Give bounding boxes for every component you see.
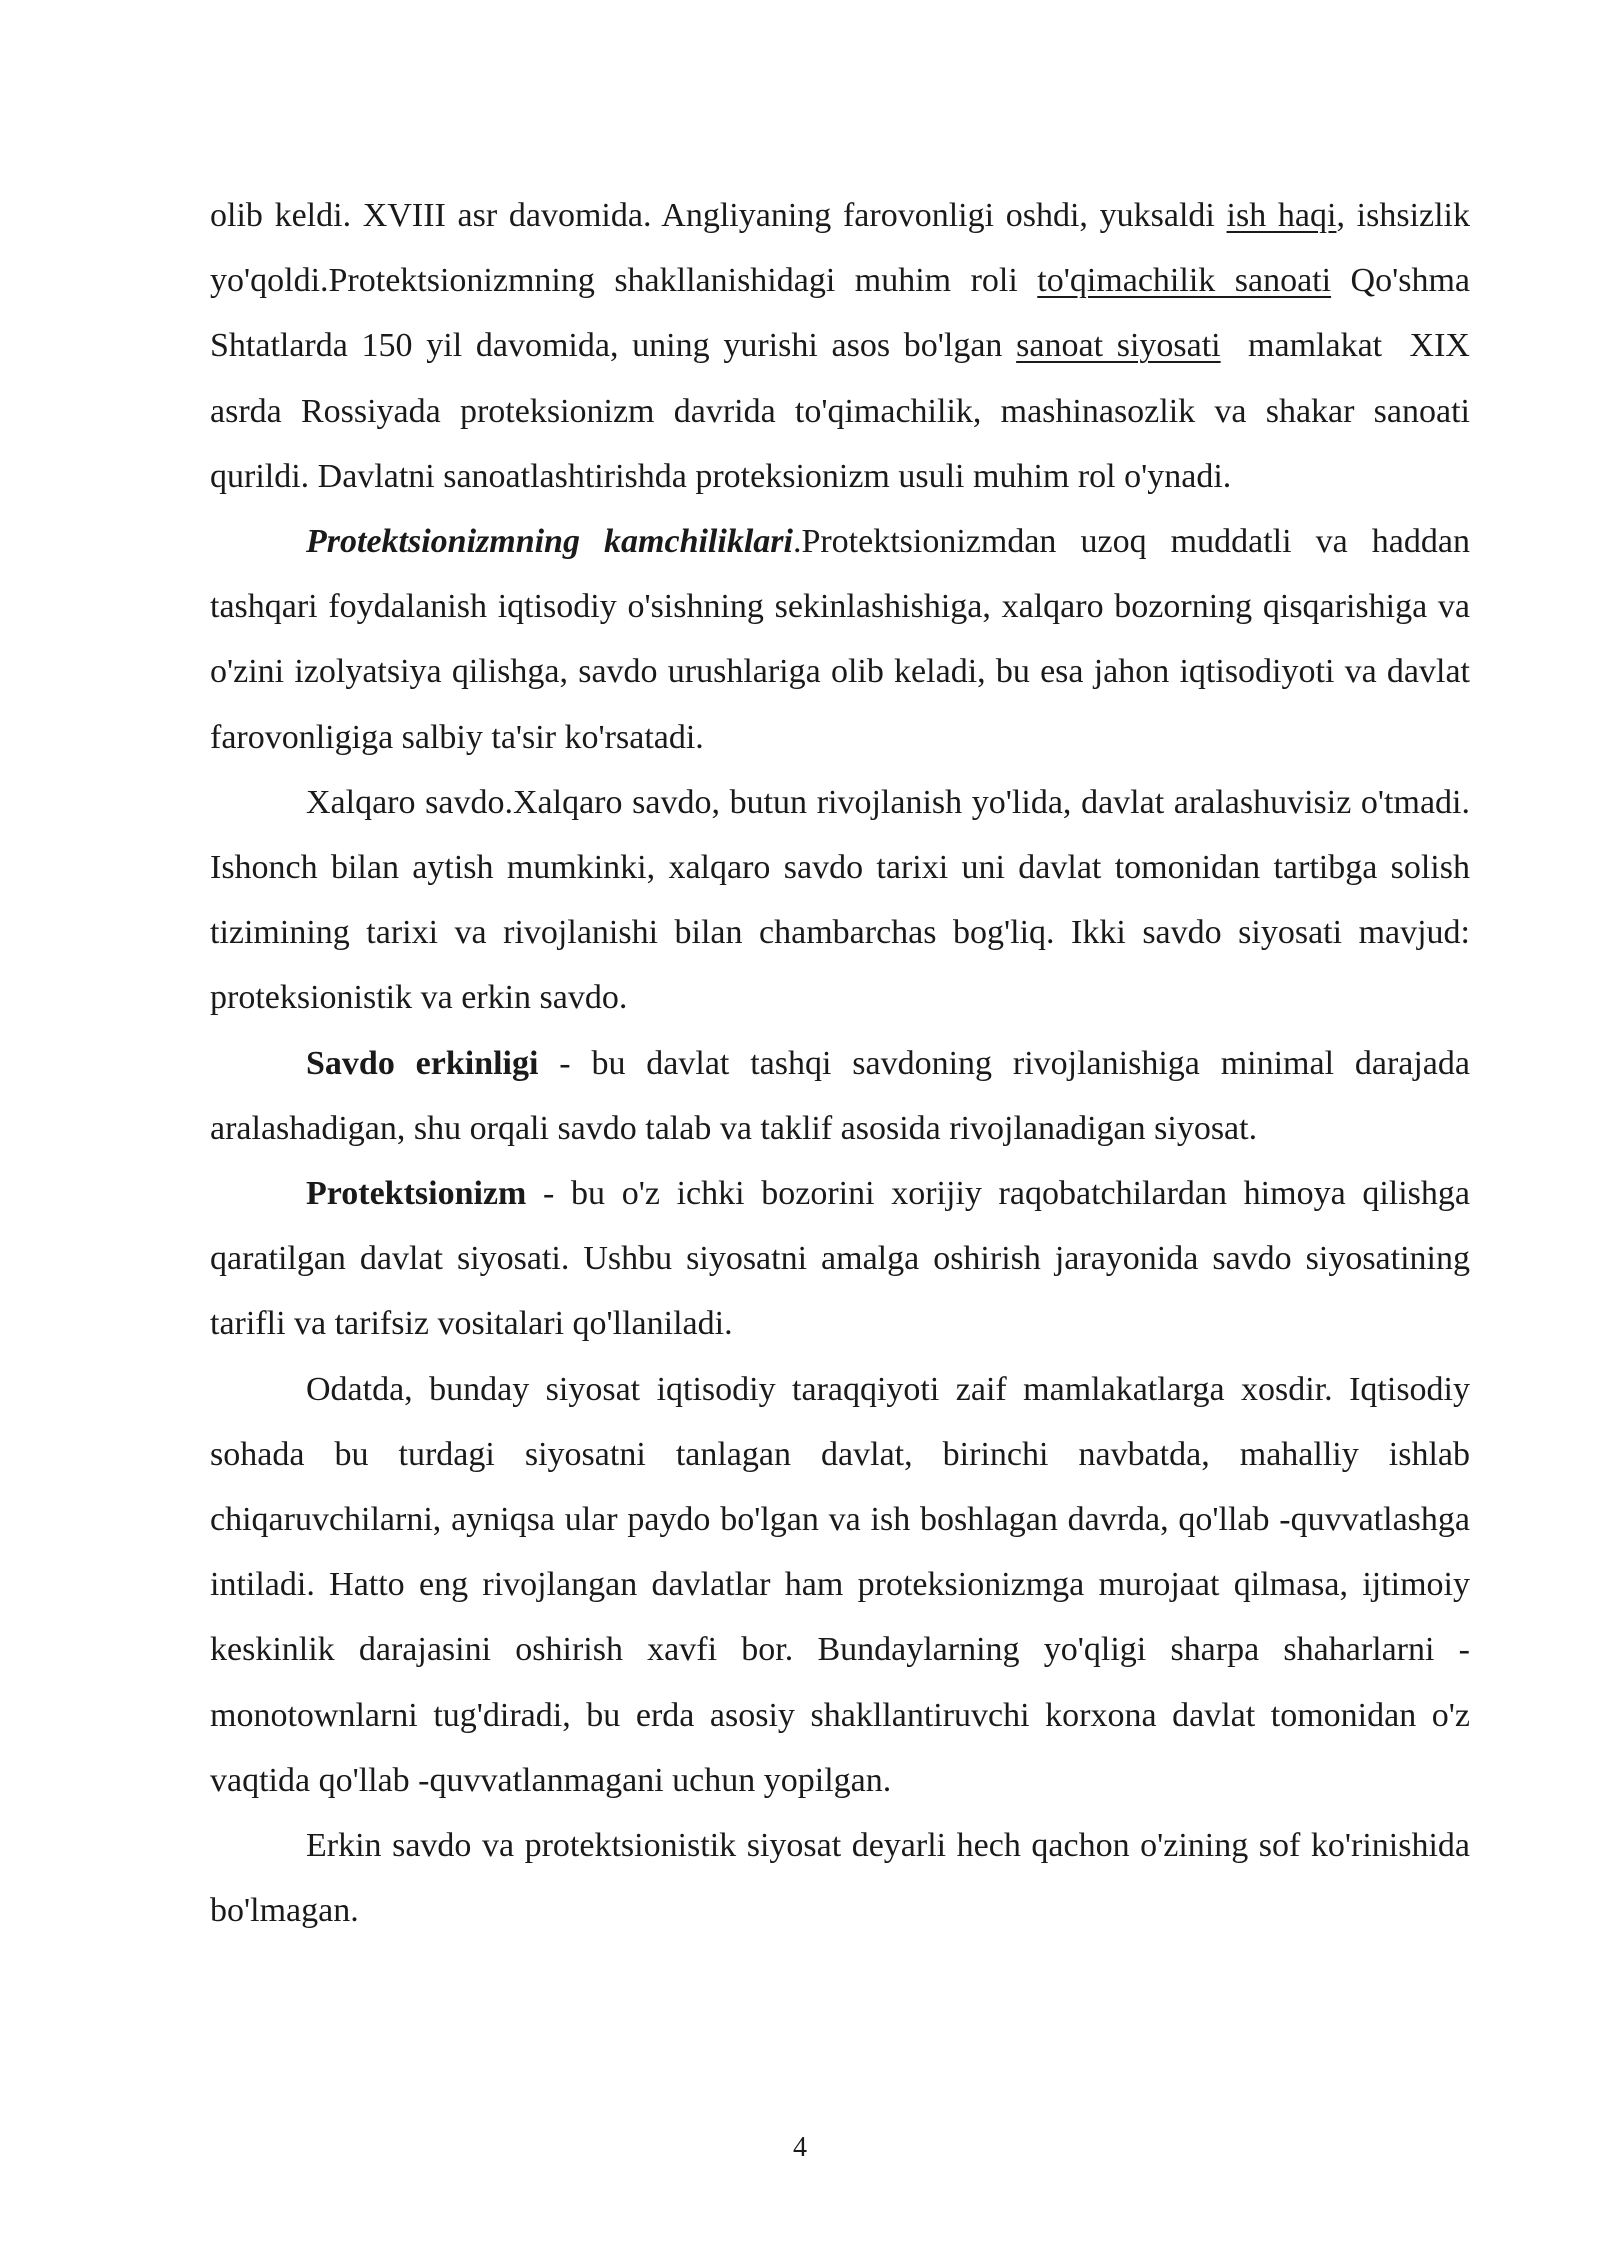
- paragraph-5-text: - bu o'z ichki bozorini xorijiy raqobatchilardan himoya qilishga qaratilgan davlat siyosati. Ushbu siyosatni amalga oshirish jarayonida savdo siyosatining tarifli va tarifsiz vositalari qo'llaniladi.: [210, 1175, 1470, 1343]
- paragraph-1-text-d: mamlakat XIX asrda Rossiyada proteksionizm davrida to'qimachilik, mashinasozlik va shakar sanoati qurildi. Davlatni sanoatlashtirishda proteksionizm usuli muhim rol o'ynadi.: [210, 327, 1479, 495]
- paragraph-4-text: - bu davlat tashqi savdoning rivojlanishiga minimal darajada aralashadigan, shu orqali savdo talab va taklif asosida rivojlanadigan siyosat.: [210, 1044, 1470, 1147]
- term-protektsionizm: Protektsionizm: [306, 1175, 527, 1213]
- paragraph-6: [210, 1357, 1470, 1813]
- paragraph-1-text-a: olib keldi. XVIII asr davomida. Angliyaning farovonligi oshdi, yuksaldi: [210, 197, 1227, 234]
- link-ish-haqi[interactable]: ish haqi: [1226, 197, 1337, 234]
- link-toqimachilik-sanoati[interactable]: to'qimachilik sanoati: [1037, 262, 1332, 300]
- paragraph-3: [210, 770, 1470, 1031]
- paragraph-2: [210, 509, 1470, 770]
- paragraph-5: [210, 1161, 1470, 1357]
- paragraph-2-text: .Protektsionizmdan uzoq muddatli va haddan tashqari foydalanish iqtisodiy o'sishning sekinlashishiga, xalqaro bozorning qisqarishiga va o'zini izolyatsiya qilishga, savdo urushlariga olib keladi, bu esa jahon iqtisodiyoti va davlat farovonligiga salbiy ta'sir ko'rsatadi.: [210, 523, 1470, 756]
- paragraph-4: [210, 1031, 1470, 1161]
- paragraph-7-text: Erkin savdo va protektsionistik siyosat deyarli hech qachon o'zining sof ko'rinishida bo'lmagan.: [210, 1827, 1470, 1930]
- paragraph-1-text-b: , ishsizlik yo'qoldi.Protektsionizmning shakllanishidagi muhim roli: [210, 197, 1471, 300]
- paragraph-7: [210, 1813, 1470, 1943]
- document-page: [210, 183, 1479, 1943]
- heading-kamchiliklari: Protektsionizmning kamchiliklari: [306, 523, 793, 561]
- paragraph-3-text: Xalqaro savdo.Xalqaro savdo, butun rivojlanish yo'lida, davlat aralashuvisiz o'tmadi. Ishonch bilan aytish mumkinki, xalqaro savdo tarixi uni davlat tomonidan tartibga solish tizimining tarixi va rivojlanishi bilan chambarchas bog'liq. Ikki savdo siyosati mavjud: proteksionistik va erkin savdo.: [210, 783, 1470, 1017]
- page-number: 4: [793, 2132, 807, 2163]
- term-savdo-erkinligi: Savdo erkinligi: [306, 1044, 539, 1082]
- paragraph-1: [210, 183, 1479, 509]
- paragraph-1-text-c: Qo'shma Shtatlarda 150 yil davomida, uning yurishi asos bo'lgan: [210, 262, 1470, 365]
- paragraph-6-text: Odatda, bunday siyosat iqtisodiy taraqqiyoti zaif mamlakatlarga xosdir. Iqtisodiy sohada bu turdagi siyosatni tanlagan davlat, birinchi navbatda, mahalliy ishlab chiqaruvchilarni, ayniqsa ular paydo bo'lgan va ish boshlagan davrda, qo'llab -quvvatlashga intiladi. Hatto eng rivojlangan davlatlar ham proteksionizmga murojaat qilmasa, ijtimoiy keskinlik darajasini oshirish xavfi bor. Bundaylarning yo'qligi sharpa shaharlarni - monotownlarni tug'diradi, bu erda asosiy shakllantiruvchi korxona davlat tomonidan o'z vaqtida qo'llab -quvvatlanmagani uchun yopilgan.: [210, 1370, 1470, 1799]
- link-sanoat-siyosati[interactable]: sanoat siyosati: [1016, 327, 1221, 365]
